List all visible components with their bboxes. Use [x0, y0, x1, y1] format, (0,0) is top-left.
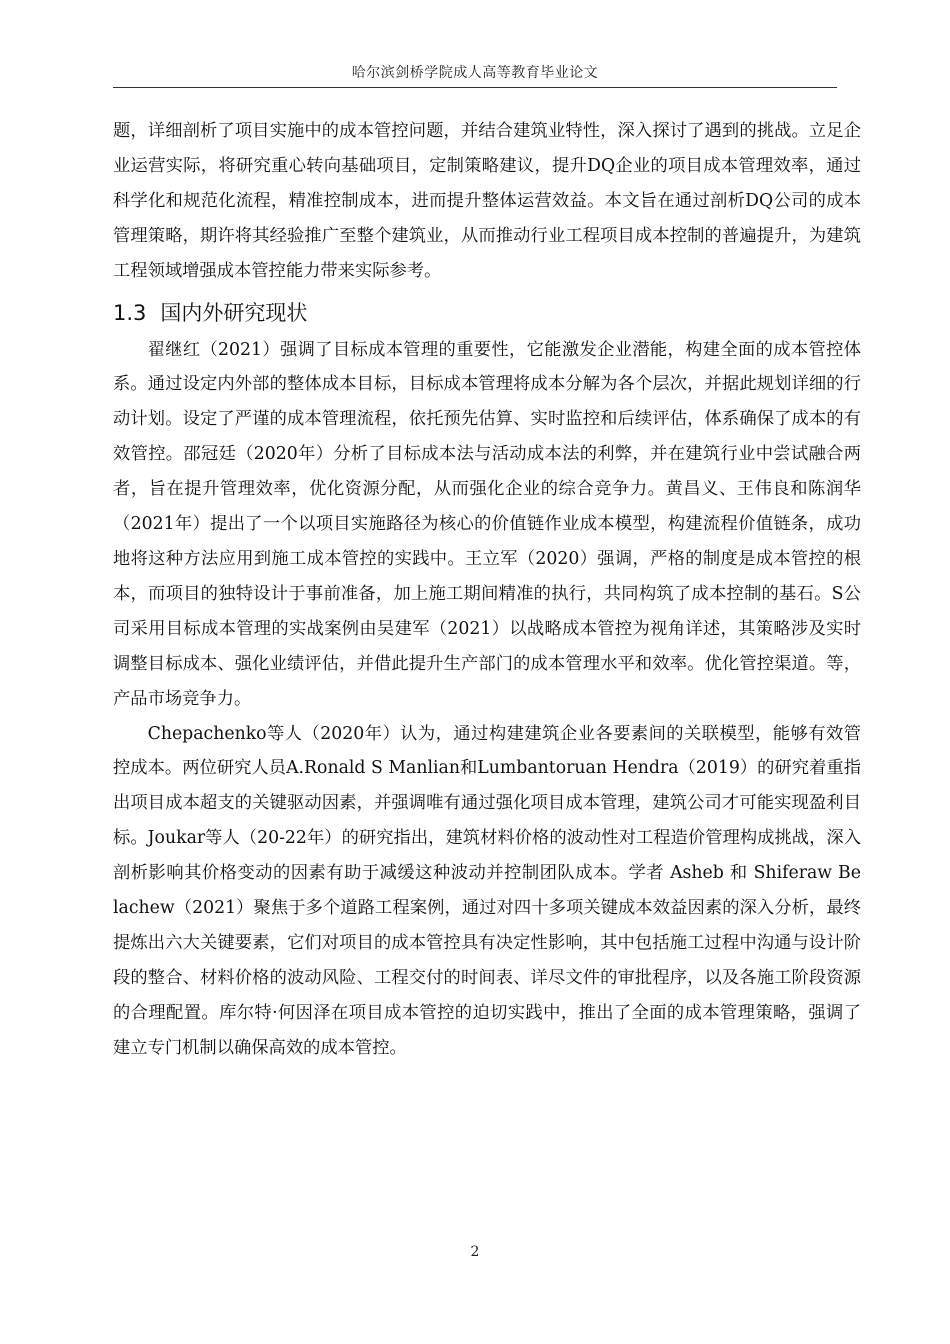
- paragraph-foreign-research: Chepachenko等人（2020年）认为，通过构建建筑企业各要素间的关联模型，能够有效管控成本。两位研究人员A.Ronald S Manlian和Lumbantoruan Hendra（2019）的研究着重指出项目成本超支的关键驱动因素，并强调唯有通过强化项目成本管理，建筑公司才可能实现盈利目标。Joukar等人（20-22年）的研究指出，建筑材料价格的波动性对工程造价管理构成挑战，深入剖析影响其价格变动的因素有助于减缓这种波动并控制团队成本。学者 Asheb 和 Shiferaw Be lachew（2021）聚焦于多个道路工程案例，通过对四十多项关键成本效益因素的深入分析，最终提炼出六大关键要素，它们对项目的成本管控具有决定性影响，其中包括施工过程中沟通与设计阶段的整合、材料价格的波动风险、工程交付的时间表、详尽文件的审批程序，以及各施工阶段资源的合理配置。库尔特·何因泽在项目成本管控的迫切实践中，推出了全面的成本管理策略，强调了建立专门机制以确保高效的成本管控。: [113, 723, 861, 1058]
- running-header: 哈尔滨剑桥学院成人高等教育毕业论文: [351, 65, 599, 81]
- header-rule: [113, 87, 837, 88]
- section-number: 1.3: [113, 300, 147, 325]
- page-number: 2: [470, 1244, 480, 1260]
- paragraph-domestic-research: 翟继红（2021）强调了目标成本管理的重要性，它能激发企业潜能，构建全面的成本管控体系。通过设定内外部的整体成本目标，目标成本管理将成本分解为各个层次，并据此规划详细的行动计划。设定了严谨的成本管理流程，依托预先估算、实时监控和后续评估，体系确保了成本的有效管控。邵冠廷（2020年）分析了目标成本法与活动成本法的利弊，并在建筑行业中尝试融合两者，旨在提升管理效率，优化资源分配，从而强化企业的综合竞争力。黄昌义、王伟良和陈润华（2021年）提出了一个以项目实施路径为核心的价值链作业成本模型，构建流程价值链条，成功地将这种方法应用到施工成本管控的实践中。王立军（2020）强调，严格的制度是成本管控的根本，而项目的独特设计于事前准备，加上施工期间精准的执行，共同构筑了成本控制的基石。S公司采用目标成本管理的实战案例由吴建军（2021）以战略成本管控为视角详述，其策略涉及实时调整目标成本、强化业绩评估，并借此提升生产部门的成本管理水平和效率。优化管控渠道。等，产品市场竞争力。: [113, 339, 861, 709]
- section-title: 国内外研究现状: [160, 300, 308, 325]
- page-body: [113, 114, 861, 1066]
- section-heading: [113, 295, 861, 331]
- paragraph-intro-continuation: 题，详细剖析了项目实施中的成本管控问题，并结合建筑业特性，深入探讨了遇到的挑战。立足企业运营实际，将研究重心转向基础项目，定制策略建议，提升DQ企业的项目成本管理效率，通过科学化和规范化流程，精准控制成本，进而提升整体运营效益。本文旨在通过剖析DQ公司的成本管理策略，期许将其经验推广至整个建筑业，从而推动行业工程项目成本控制的普遍提升，为建筑工程领域增强成本管控能力带来实际参考。: [113, 121, 861, 281]
